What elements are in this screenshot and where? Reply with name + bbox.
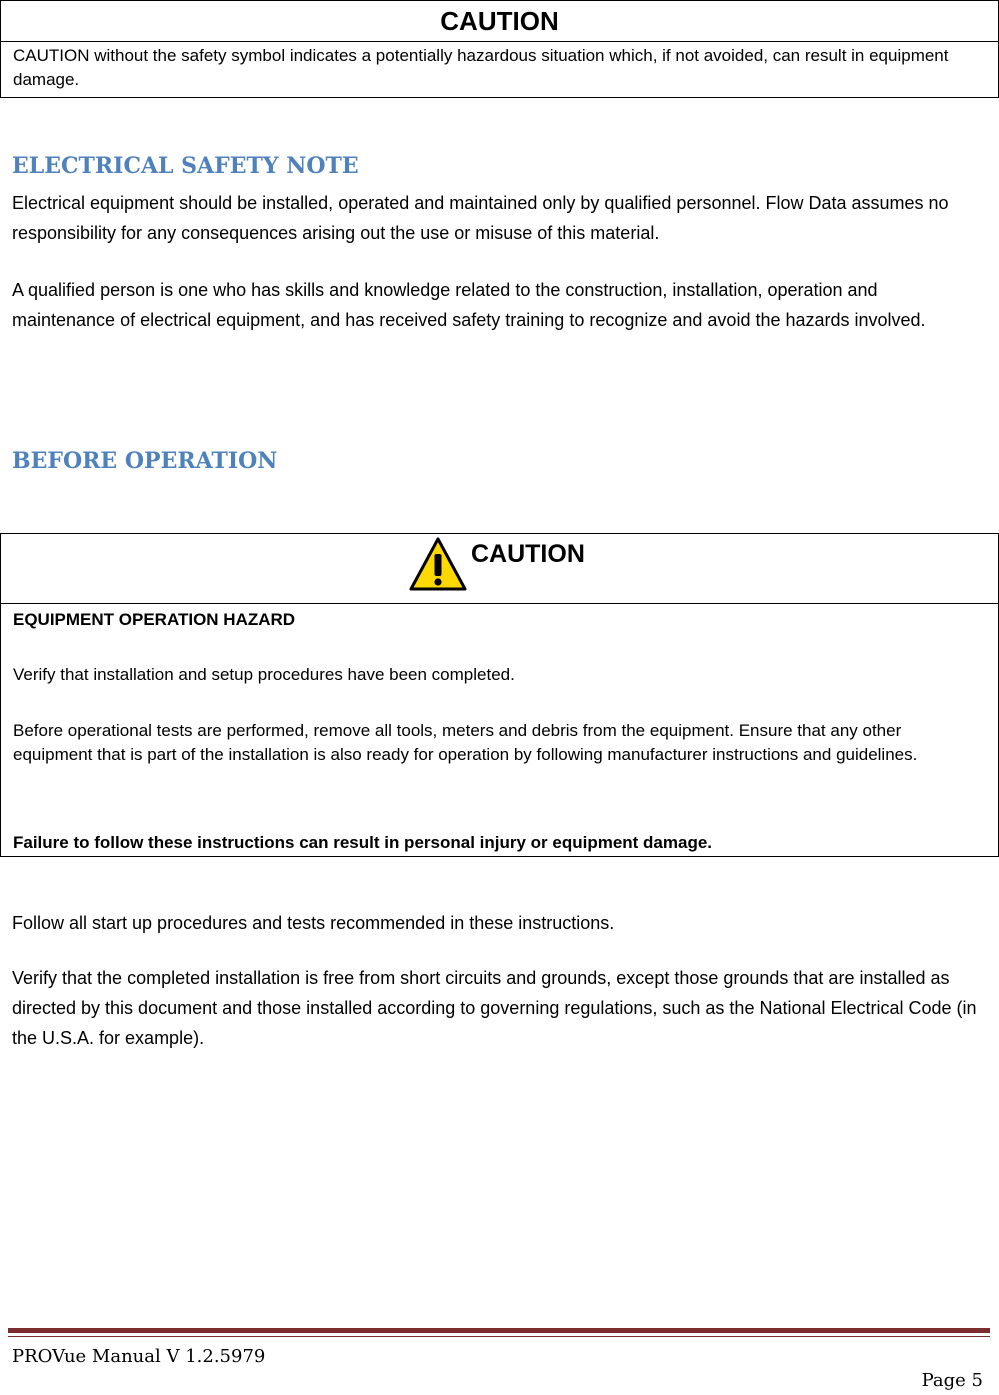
footer-rule-thick [8,1328,990,1333]
footer-rule-thin [8,1336,990,1337]
warning-triangle-icon [409,537,467,591]
before-operation-heading: BEFORE OPERATION [12,448,278,474]
hazard-title: EQUIPMENT OPERATION HAZARD [13,610,296,629]
page-number: Page 5 [921,1370,983,1391]
failure-warning-text: Failure to follow these instructions can result in personal injury or equipment damage. [13,833,713,852]
electrical-safety-heading: ELECTRICAL SAFETY NOTE [12,153,359,179]
equipment-caution-box [0,533,999,857]
verify-setup-text: Verify that installation and setup procedures have been completed. [13,665,515,684]
caution-title-2: CAUTION [471,540,585,568]
caution-header [1,534,998,604]
verify-installation-paragraph: Verify that the completed installation is free from short circuits and grounds, except those grounds that are installed as directed by this document and those installed according to governing regulations, such as the National Electrical Code (in the U.S.A. for example). [12,968,977,1048]
startup-paragraph: Follow all start up procedures and tests recommended in these instructions. [12,913,615,933]
caution-title: CAUTION [1,1,998,42]
before-tests-text: Before operational tests are performed, remove all tools, meters and debris from the equipment. Ensure that any other equipment that is part of the installation is also ready for operation by following manufacturer instructions and guidelines. [13,721,918,764]
caution-notice-box [0,0,999,98]
caution-text: CAUTION without the safety symbol indicates a potentially hazardous situation which, if not avoided, can result in equipment damage. [13,46,949,89]
manual-version: PROVue Manual V 1.2.5979 [12,1346,266,1367]
electrical-paragraph-2: A qualified person is one who has skills and knowledge related to the construction, installation, operation and maintenance of electrical equipment, and has received safety training to recognize and avoid the hazards involved. [12,280,926,330]
electrical-paragraph-1: Electrical equipment should be installed, operated and maintained only by qualified personnel. Flow Data assumes no responsibility for any consequences arising out the use or misuse of this material. [12,193,949,243]
